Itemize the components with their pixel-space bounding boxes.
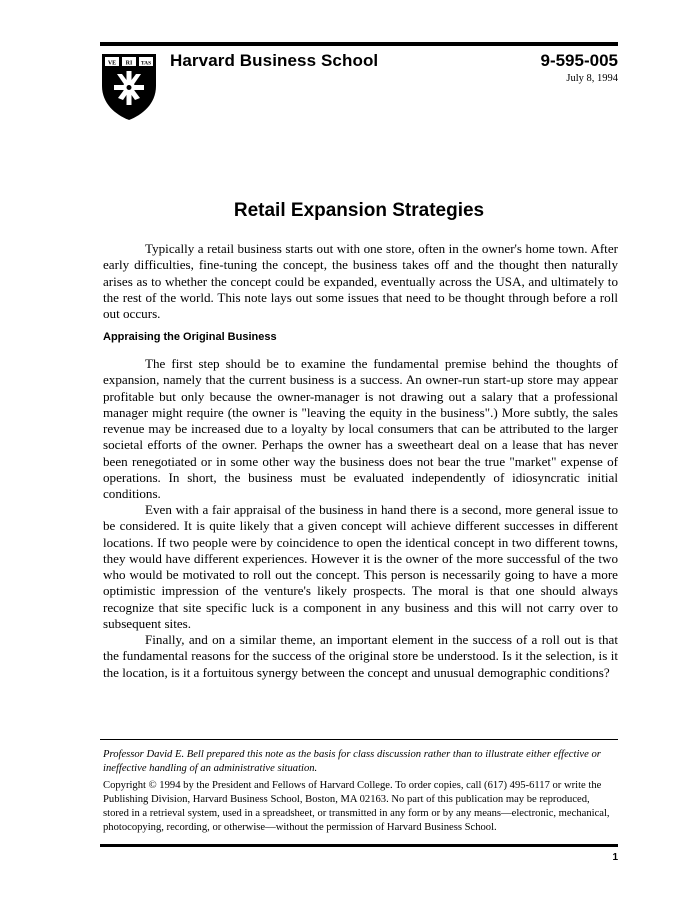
- author-note: Professor David E. Bell prepared this note as the basis for class discussion rather than to illustrate either effective or ineffective handling of an administrative situation.: [103, 749, 601, 774]
- hbs-shield-icon: [100, 52, 158, 122]
- paragraph-fair-appraisal-text: Even with a fair appraisal of the business in hand there is a second, more general issue to be considered. It is quite likely that a given concept will achieve different successes in different locations. If two people were by coincidence to open the identical concept in two different towns, they would have different experiences. However it is the owner of the more successful of the two who would be motivated to roll out the concept. This person is necessarily going to have a more optimistic impression of the venture's likely prospects. The moral is that one should always recognize that site specific luck is a component in any business and this will not carry over to subsequent sites.: [103, 502, 618, 632]
- paragraph-first-step-text: The first step should be to examine the fundamental premise behind the thoughts of expansion, namely that the current business is a success. An owner-run start-up store may appear profitable but only because the owner-manager is not drawing out a salary that a professional manager might require (the owner is "leaving the equity in the business".) More subtly, the sales revenue may be increased due to a loyalty by local consumers that can be attributed to the larger societal efforts of the owner. Perhaps the owner has a sweetheart deal on a lease that has never been renegotiated or in some other way the business does not bear the true "market" expense of operations. In short, the business must be evaluated independently of idiosyncratic initial conditions.: [103, 356, 618, 502]
- paragraph-fair-appraisal: [103, 502, 618, 632]
- section-heading: Appraising the Original Business: [103, 331, 277, 343]
- footnote-rule: [100, 739, 618, 740]
- shield-book-3: TAS: [140, 60, 152, 67]
- paragraph-finally-text: Finally, and on a similar theme, an important element in the success of a roll out is that the fundamental reasons for the success of the original store be understood. Is it the selection, is it the location, is it a fortuitous synergy between the concept and unusual demographic conditions?: [103, 632, 618, 680]
- shield-book-2: RI: [125, 60, 133, 67]
- header-rule: [100, 42, 618, 46]
- paragraph-intro: [103, 241, 618, 322]
- copyright-notice: Copyright © 1994 by the President and Fellows of Harvard College. To order copies, call (617) 495-6117 or write the Publishing Division, Harvard Business School, Boston, MA 02163. No part of this publication may be reproduced, stored in a retrieval system, used in a spreadsheet, or transmitted in any form or by any means—electronic, mechanical, photocopying, recording, or otherwise—without the permission of Harvard Business School.: [103, 780, 610, 833]
- school-name: Harvard Business School: [170, 51, 379, 70]
- document-title: Retail Expansion Strategies: [233, 200, 485, 221]
- footer-rule: [100, 844, 618, 847]
- paragraph-intro-text: Typically a retail business starts out with one store, often in the owner's home town. After early difficulties, fine-tuning the concept, the business takes off and the thought then naturally arises as to whether the concept could be expanded, eventually across the USA, and ultimately to the rest of the world. This note lays out some issues that need to be thought through before a roll out occurs.: [103, 241, 618, 322]
- paragraph-finally: [103, 632, 618, 681]
- page-number: 1: [612, 852, 618, 863]
- shield-book-1: VE: [107, 60, 117, 67]
- paragraph-first-step: [103, 356, 618, 503]
- document-number: 9-595-005: [540, 51, 618, 70]
- document-date: July 8, 1994: [566, 73, 618, 84]
